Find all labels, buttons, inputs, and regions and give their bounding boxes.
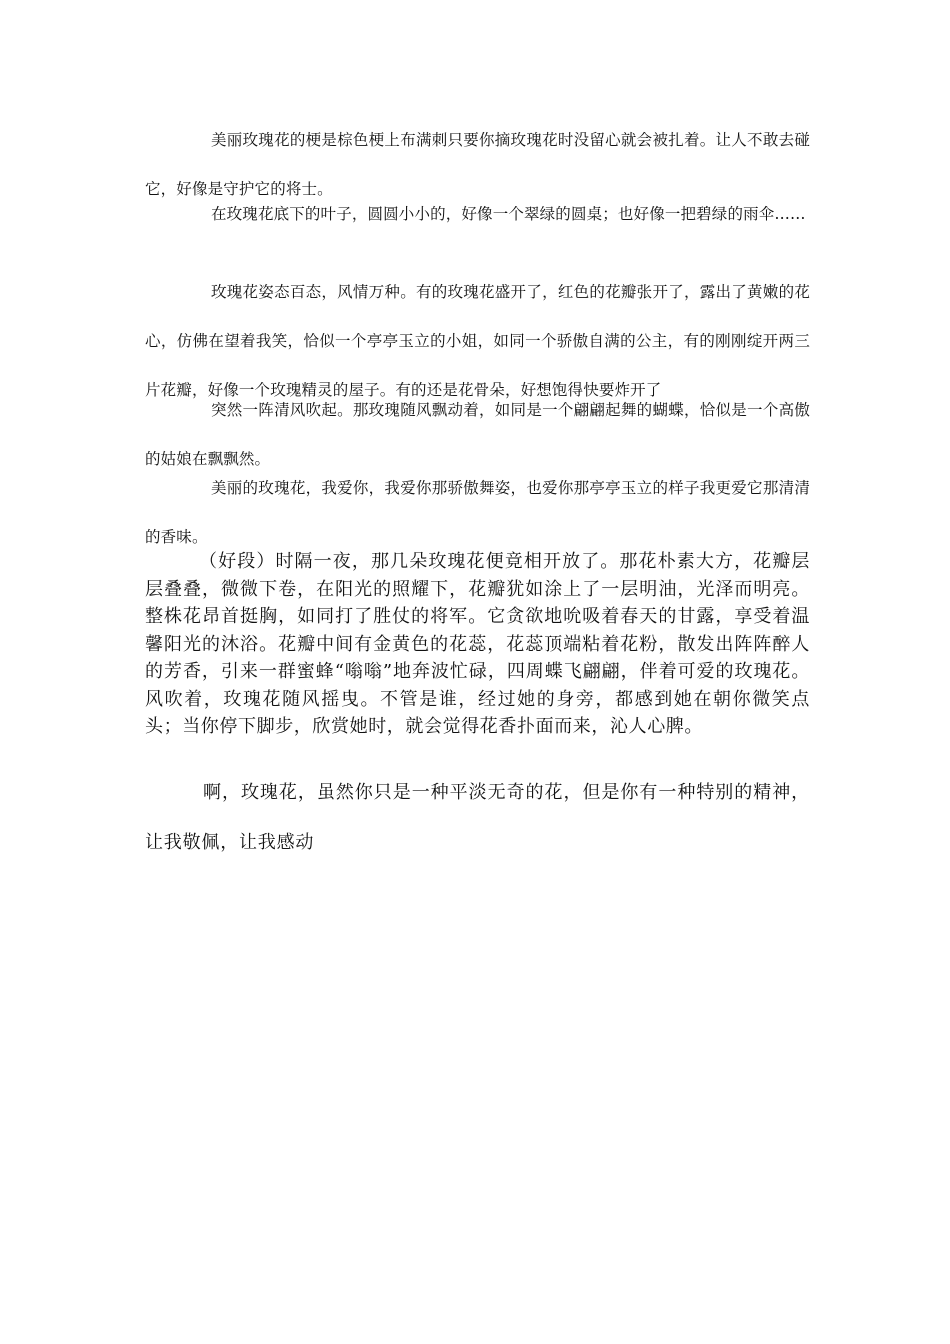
paragraph-rose-leaves: 在玫瑰花底下的叶子，圆圆小小的，好像一个翠绿的圆桌；也好像一把碧绿的雨伞…… — [211, 205, 806, 223]
paragraph-rose-postures: 玫瑰花姿态百态，风情万种。有的玫瑰花盛开了，红色的花瓣张开了，露出了黄嫩的花心，仿佛在望着我笑，恰似一个亭亭玉立的小姐，如同一个骄傲自满的公主，有的刚刚绽开两三片花瓣，好像一个玫瑰精灵的屋子。有的还是花骨朵，好想饱得快要炸开了 — [145, 283, 810, 399]
paragraph-breeze: 突然一阵清风吹起。那玫瑰随风飘动着，如同是一个翩翩起舞的蝴蝶，恰似是一个高傲的姑娘在飘飘然。 — [145, 401, 810, 468]
paragraph-good-excerpt: （好段）时隔一夜，那几朵玫瑰花便竟相开放了。那花朴素大方，花瓣层层叠叠，微微下卷，在阳光的照耀下，花瓣犹如涂上了一层明油，光泽而明亮。整株花昂首挺胸，如同打了胜仗的将军。它贪欲地吮吸着春天的甘露，享受着温馨阳光的沐浴。花瓣中间有金黄色的花蕊，花蕊顶端粘着花粉，散发出阵阵醉人的芳香，引来一群蜜蜂“嗡嗡”地奔波忙碌，四周蝶飞翩翩，伴着可爱的玫瑰花。风吹着，玫瑰花随风摇曳。不管是谁，经过她的身旁，都感到她在朝你微笑点头；当你停下脚步，欣赏她时，就会觉得花香扑面而来，沁人心脾。 — [145, 551, 810, 737]
paragraph-love-rose: 美丽的玫瑰花，我爱你，我爱你那骄傲舞姿，也爱你那亭亭玉立的样子我更爱它那清清的香味。 — [145, 479, 810, 546]
paragraph-rose-stem: 美丽玫瑰花的梗是棕色梗上布满刺只要你摘玫瑰花时没留心就会被扎着。让人不敢去碰它，好像是守护它的将士。 — [145, 131, 810, 198]
paragraph-conclusion: 啊，玫瑰花，虽然你只是一种平淡无奇的花，但是你有一种特别的精神，让我敬佩，让我感动 — [145, 782, 810, 853]
